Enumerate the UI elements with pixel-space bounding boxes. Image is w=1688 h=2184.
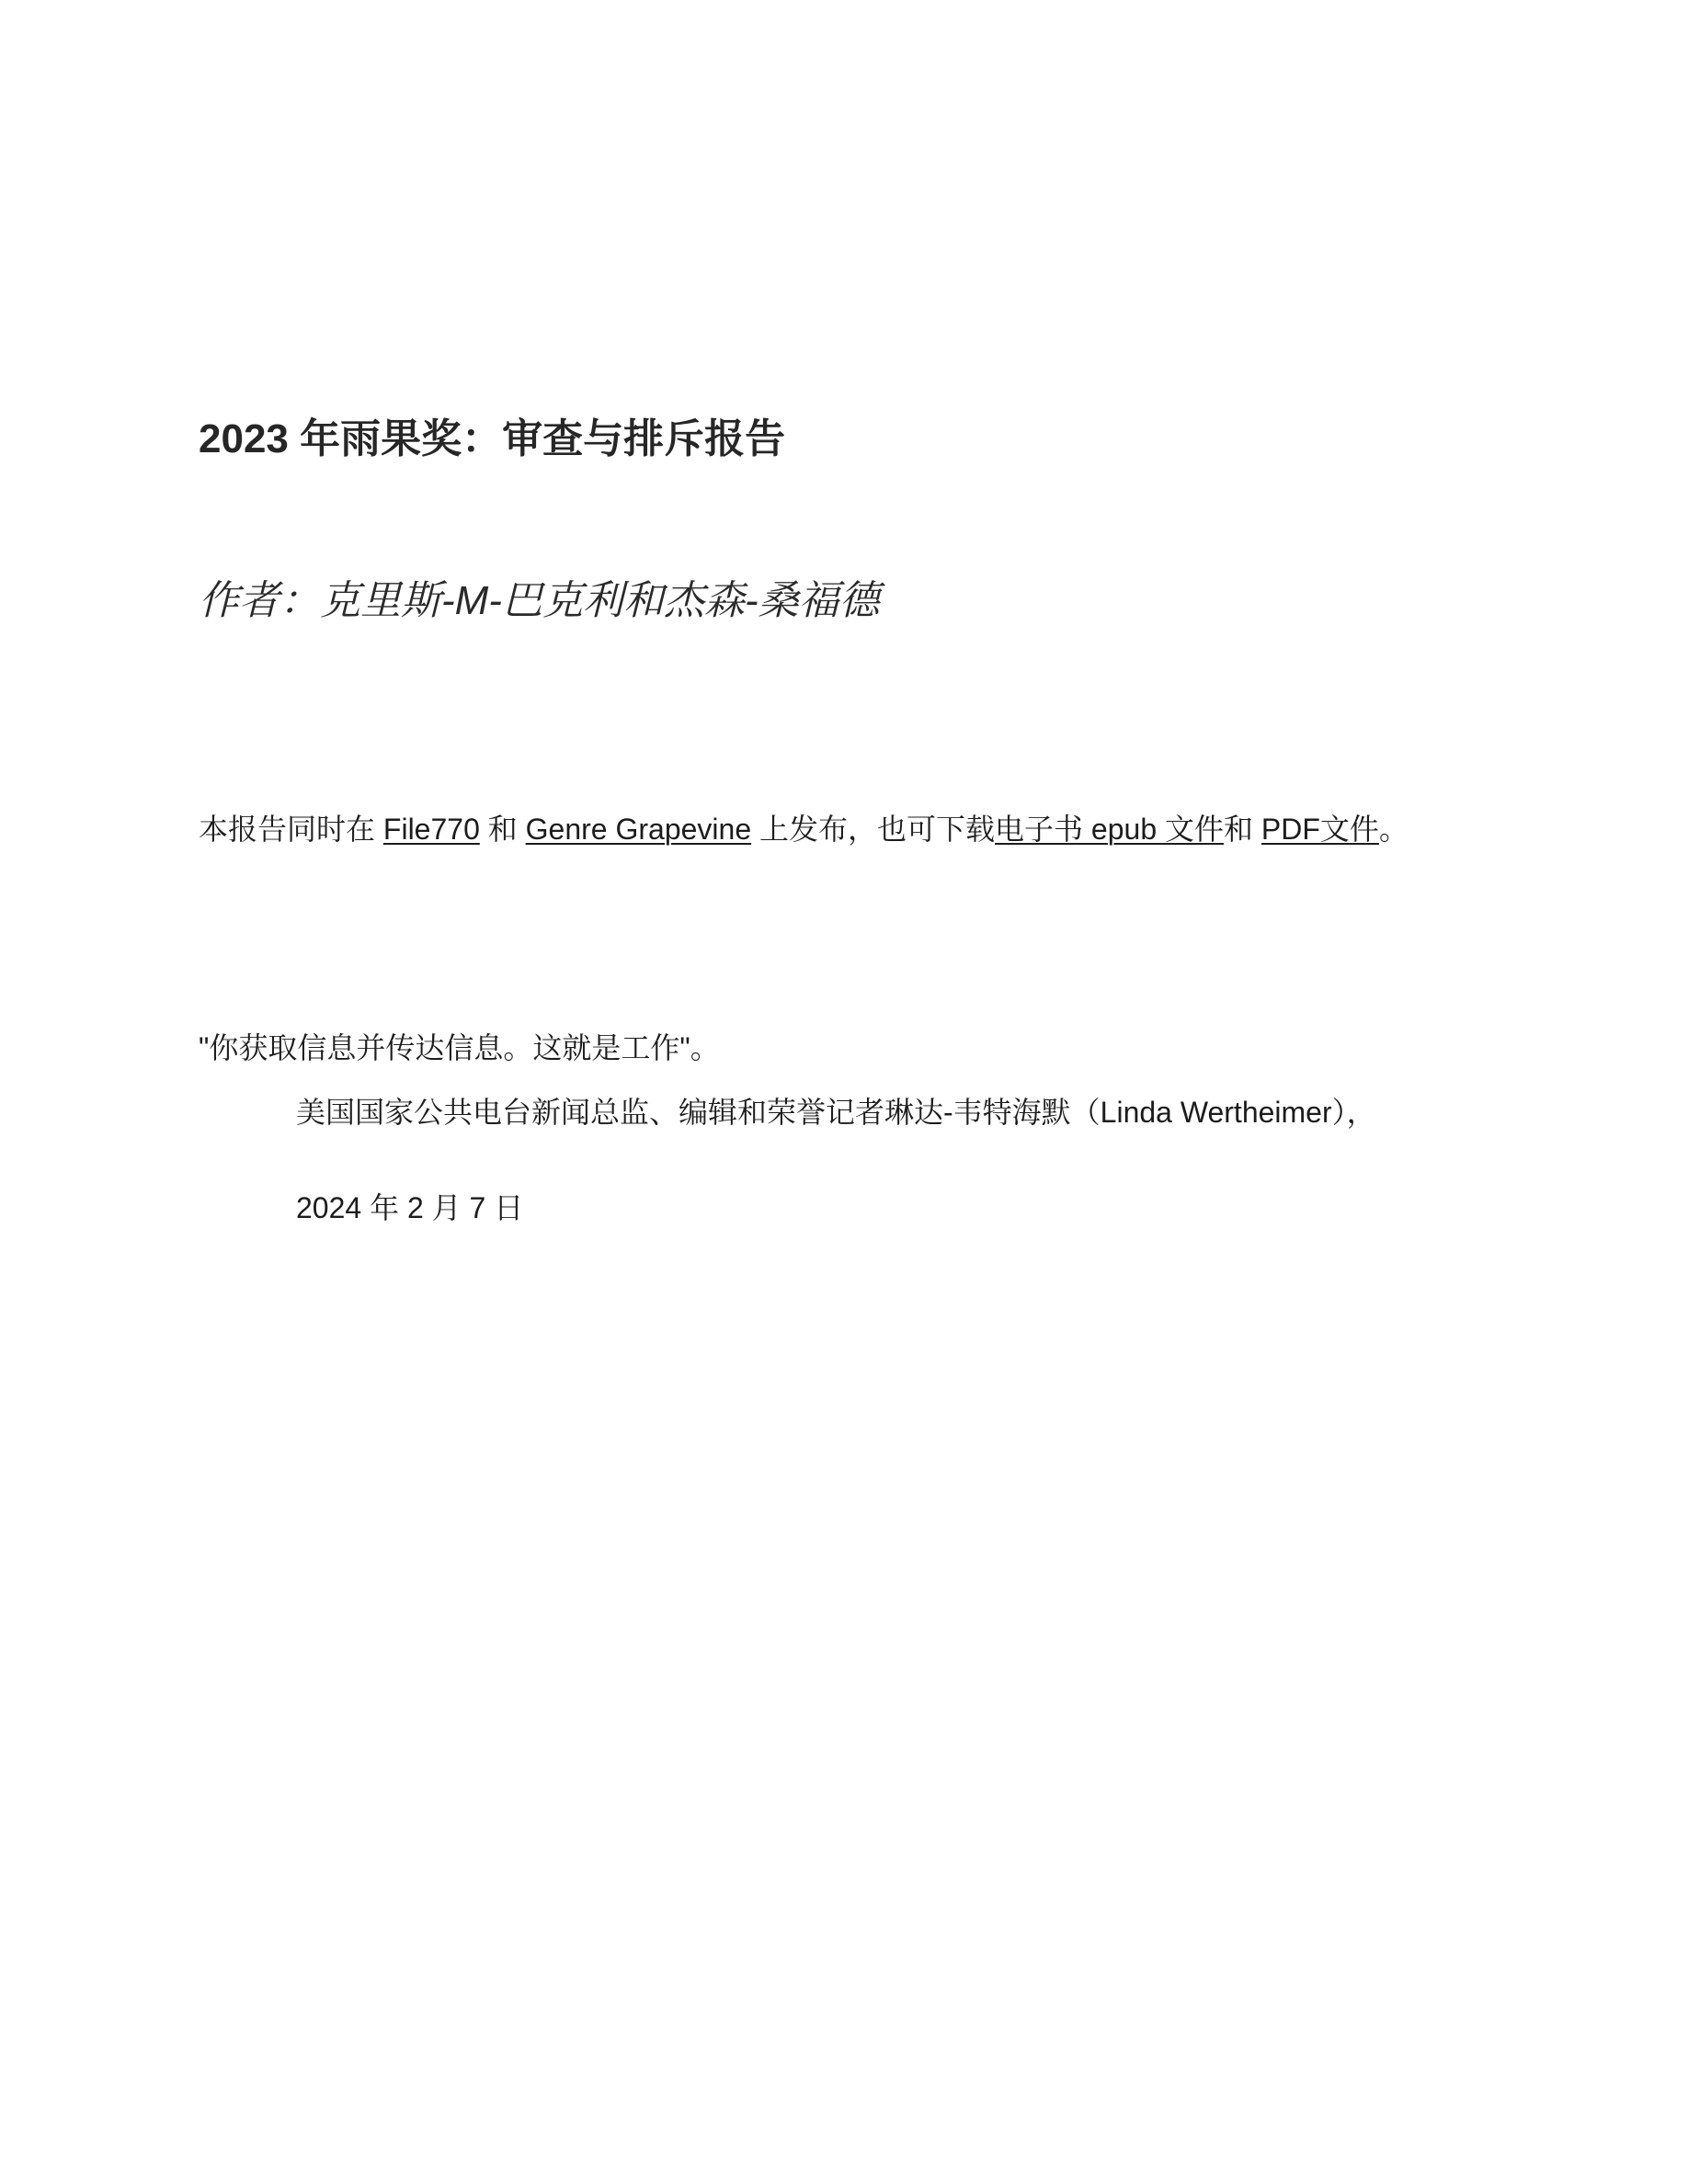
publication-middle: 上发布，也可下载 xyxy=(751,813,996,846)
pdf-download-link[interactable]: PDF文件 xyxy=(1260,813,1379,846)
publication-and-2: 和 xyxy=(1224,813,1261,846)
file770-link[interactable]: File770 xyxy=(382,813,480,846)
publication-prefix: 本报告同时在 xyxy=(199,813,383,846)
publication-and-1: 和 xyxy=(479,813,526,846)
report-date: 2024 年 2 月 7 日 xyxy=(296,1191,524,1224)
quote-attribution: 美国国家公共电台新闻总监、编辑和荣誉记者琳达-韦特海默（Linda Wertheimer）， xyxy=(296,1096,1376,1129)
publication-suffix: 。 xyxy=(1378,813,1409,846)
genre-grapevine-link[interactable]: Genre Grapevine xyxy=(525,813,752,846)
author-byline: 作者：克里斯-M-巴克利和杰森-桑福德 xyxy=(199,578,880,623)
publication-note xyxy=(199,811,1409,849)
document-title: 2023 年雨果奖：审查与排斥报告 xyxy=(199,416,786,461)
epigraph-quote: "你获取信息并传达信息。这就是工作"。 xyxy=(199,1031,720,1064)
epub-download-link[interactable]: 电子书 epub 文件 xyxy=(995,813,1225,846)
